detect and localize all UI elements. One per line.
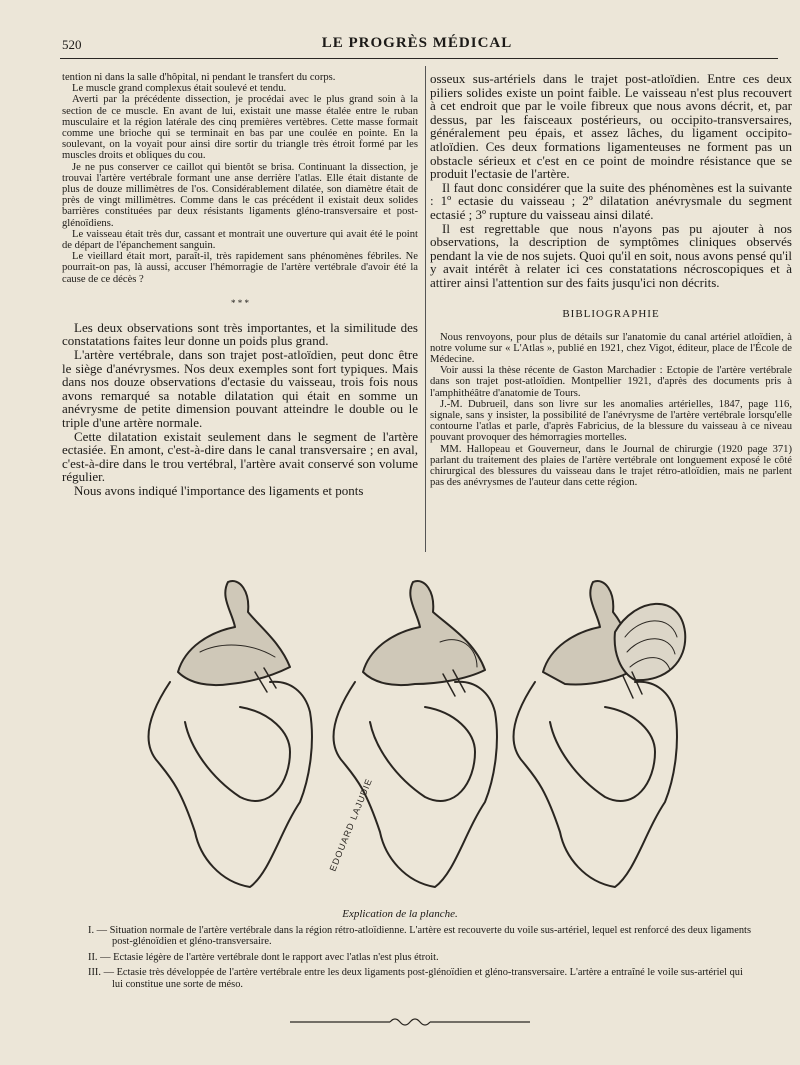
right-column bbox=[430, 72, 792, 488]
page-number: 520 bbox=[62, 37, 82, 52]
column-divider bbox=[425, 66, 426, 552]
paragraph: osseux sus-artériels dans le trajet post-atloïdien. Entre ces deux piliers solides existe un point faible. Le vaisseau n'est plus recouvert à cet endroit que par le voile fibreux que nous avons décrit, et, par dessus, par les faisceaux postérieurs, ou occipito-transversaires, généralement peu épais, et assez lâches, du ligament occipito-atloïdien. Ces deux formations ligamenteuses ne forment pas un obstacle sérieux et c'est en ce point de moindre résistance que se produit l'ectasie de l'artère. bbox=[430, 72, 792, 182]
paragraph: Il faut donc considérer que la suite des phénomènes est la suivante : 1º ectasie du vaisseau ; 2º dilatation anévrysmale du segment ectasié ; 3º rupture du vaisseau ainsi dilaté. bbox=[430, 179, 792, 222]
paragraph: Il est regrettable que nous n'ayons pas pu ajouter à nos observations, la description de symptômes cliniques observés pendant la vie de nos sujets. Quoi qu'il en soit, nous avons pensé qu'il y avait intérêt à relater ici ces constatations nécroscopiques et à attirer ainsi l'attention sur des faits jusqu'ici non décrits. bbox=[430, 220, 792, 290]
paragraph: Le vieillard était mort, paraît-il, très rapidement sans phénomènes fébriles. Ne pourrait-on pas, là aussi, accuser l'hémorragie de l'artère vertébrale d'avoir été la cause de ce décès ? bbox=[62, 251, 418, 285]
paragraph: L'artère vertébrale, dans son trajet post-atloïdien, peut donc être le siège d'anévrysmes. Nos deux exemples sont fort typiques. Mais dans nos douze observations d'ectasie du vaisseau, trois fois nous avons remarqué sa notable dilatation qui était en somme un anévrysme de petite dimension pouvant atteindre le double ou le triple d'une artère normale. bbox=[62, 347, 418, 431]
paragraph: Le vaisseau était très dur, cassant et montrait une ouverture qui avait été le point de départ de l'épanchement sanguin. bbox=[62, 228, 418, 252]
paragraph: Je ne pus conserver ce caillot qui bientôt se brisa. Continuant la dissection, je trouvai l'artère vertébrale formant une anse derrière l'atlas. Elle était distante de plus de douze millimètres de l'os. Considérablement dilatée, son diamètre était de près de vingt millimètres. Comme dans le cas précédent il existait deux solides barrières constituées par deux résistants ligaments gléno-transversaire et post-glénoïdiens. bbox=[62, 161, 418, 229]
paragraph: Nous avons indiqué l'importance des ligaments et ponts bbox=[74, 482, 364, 498]
bibliography-entry: Voir aussi la thèse récente de Gaston Marchadier : Ectopie de l'artère vertébrale dans son trajet post-atloïdien. Montpellier 1921, d'après des documents pris à l'amphithéâtre d'anatomie de Tours. bbox=[430, 365, 792, 399]
anatomical-plate bbox=[130, 572, 690, 902]
bibliography-entry: Nous renvoyons, pour plus de détails sur l'anatomie du canal artériel atloïdien, à notre volume sur « L'Atlas », publié en 1921, chez Vigot, éditeur, place de l'École de Médecine. bbox=[430, 331, 792, 365]
atlas-figure-1 bbox=[149, 581, 312, 887]
page-header bbox=[62, 35, 772, 55]
journal-title: LE PROGRÈS MÉDICAL bbox=[321, 35, 513, 51]
plate-caption-title: Explication de la planche. bbox=[342, 908, 458, 920]
section-separator: * * * bbox=[231, 297, 249, 308]
plate-caption: I. — Situation normale de l'artère vertébrale dans la région rétro-atloïdienne. L'artère est recouverte du voile sus-artériel, lequel est renforcé des deux ligaments post-glénoïdien et gléno-transversaire. bbox=[88, 925, 751, 948]
bibliography-entry: J.-M. Dubrueil, dans son livre sur les anomalies artérielles, 1847, page 116, signale, sans y insister, la possibilité de l'anévrysme de l'artère vertébrale lorsqu'elle contourne l'atlas et parle, d'après Fabricius, de la blessure du vaisseau à ce niveau pouvant provoquer des hémorragies mortelles. bbox=[430, 398, 792, 444]
plate-caption: III. — Ectasie très développée de l'artère vertébrale entre les deux ligaments post-glénoïdien et gléno-transversaire. L'artère a entraîné le voile sus-artériel qui lui constitue une sorte de méso. bbox=[88, 967, 743, 990]
paragraph: tention ni dans la salle d'hôpital, ni pendant le transfert du corps. bbox=[62, 72, 336, 83]
tail-ornament bbox=[290, 1014, 530, 1030]
plate-captions bbox=[88, 925, 756, 994]
bibliography-heading: BIBLIOGRAPHIE bbox=[562, 307, 660, 320]
bibliography-entry: MM. Hallopeau et Gouverneur, dans le Journal de chirurgie (1920 page 371) parlant du traitement des plaies de l'artère vertébrale ont longuement exposé le côté chirurgical des blessures du vaisseau dans le trajet rétro-atloïdien, mais ne parlent pas des anévrysmes de l'auteur dans cette région. bbox=[430, 443, 792, 489]
left-column bbox=[62, 72, 418, 498]
paragraph: Le muscle grand complexus était soulevé et tendu. bbox=[72, 83, 287, 95]
header-rule bbox=[60, 58, 778, 59]
paragraph: Cette dilatation existait seulement dans le segment de l'artère ectasiée. En amont, c'est-à-dire dans le canal transversaire ; en aval, c'est-à-dire dans le trou vertébral, l'artère avait conservé son volume régulier. bbox=[62, 428, 418, 485]
plate-caption: II. — Ectasie légère de l'artère vertébrale dont le rapport avec l'atlas n'est plus étroit. bbox=[88, 951, 439, 963]
paragraph: Les deux observations sont très importantes, et la similitude des constatations faites leur donne un poids plus grand. bbox=[62, 319, 418, 349]
atlas-figure-2 bbox=[334, 581, 497, 887]
artist-signature: EDOUARD LAJUDIE bbox=[327, 776, 375, 873]
paragraph: Averti par la précédente dissection, je procédai avec le plus grand soin à la section de ce muscle. En avant de lui, existait une masse étalée entre le ruban musculaire et la région latérale des cinq premières vertèbres. Cette masse formait comme une brioche qui se terminait en bas par une coulée en pointe. En la soulevant, on la voyait pour ainsi dire sortir du triangle très étroit formé par les muscles droits et obliques du cou. bbox=[62, 94, 418, 162]
atlas-figure-3 bbox=[514, 581, 686, 887]
